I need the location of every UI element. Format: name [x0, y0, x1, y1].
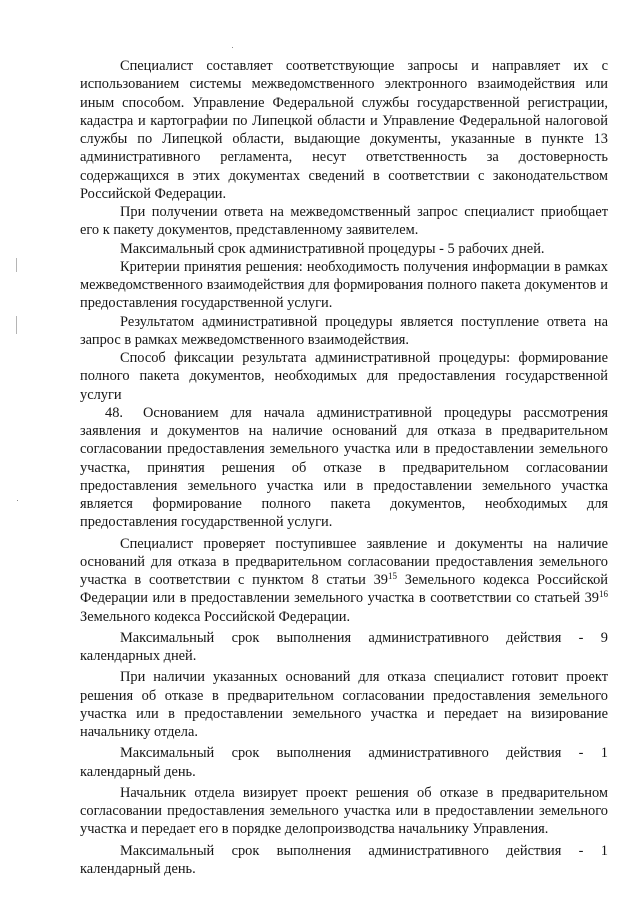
check-text-part-2: Земельного кодекса Российской Федерации или в предоставлении земельного участка в соответствии со статьей 39 [80, 572, 608, 607]
paragraph-head-approval: Начальник отдела визирует проект решения об отказе в предварительном согласовании предоставления земельного участка или в предоставлении земельного участка и передает его в порядке делопроизводства начальнику Управления. [80, 784, 608, 838]
paragraph-item-48 [80, 404, 608, 532]
check-text-part-3: Земельного кодекса Российской Федерации. [80, 608, 351, 625]
scan-speck [16, 316, 17, 334]
scan-speck [17, 500, 18, 501]
paragraph-requests: Специалист составляет соответствующие запросы и направляет их с использованием системы межведомственного электронного взаимодействия или иным способом. Управление Федеральной службы государственной регистрации, кадастра и картографии по Липецкой области и Управление Федеральной налоговой службы по Липецкой области, выдающие документы, указанные в пункте 13 административного регламента, несут ответственность за достоверность содержащихся в этих документах сведений в соответствии с законодательством Российской Федерации. [80, 58, 608, 202]
document-body [80, 57, 608, 878]
superscript-16: 16 [599, 589, 608, 600]
paragraph-draft-refusal: При наличии указанных оснований для отказа специалист готовит проект решения об отказе в предварительном согласовании предоставления земельного участка или в предоставлении земельного участка и передает на визирование начальнику отдела. [80, 669, 608, 740]
paragraph-result-fixation: Способ фиксации результата административной процедуры: формирование полного пакета документов, необходимых для предоставления государственной услуги [80, 350, 608, 403]
paragraph-specialist-check [80, 535, 608, 626]
item-48-text: Основанием для начала административной процедуры рассмотрения заявления и документов на наличие оснований для отказа в предварительном согласовании предоставления земельного участка или в предоставлении земельного участка, принятия решения об отказе в предварительном согласовании предоставления земельного участка или в предоставлении земельного участка является формирование полного пакета документов, необходимых для предоставления государственной услуги. [80, 404, 608, 531]
paragraph-max-term-5-days: Максимальный срок административной процедуры - 5 рабочих дней. [120, 240, 545, 257]
paragraph-response: При получении ответа на межведомственный запрос специалист приобщает его к пакету документов, представленному заявителем. [80, 204, 608, 239]
paragraph-max-term-1-day-b: Максимальный срок выполнения административного действия - 1 календарный день. [80, 842, 608, 877]
paragraph-procedure-result: Результатом административной процедуры является поступление ответа на запрос в рамках межведомственного взаимодействия. [80, 313, 608, 348]
check-text-part-1: Специалист проверяет поступившее заявление и документы на наличие оснований для отказа в предварительном согласовании предоставления земельного участка в соответствии с пунктом 8 статьи 39 [80, 535, 608, 588]
paragraph-max-term-9-days: Максимальный срок выполнения административного действия - 9 календарных дней. [80, 629, 608, 664]
paragraph-max-term-1-day-a: Максимальный срок выполнения административного действия - 1 календарный день. [80, 745, 608, 780]
scan-speck [232, 47, 233, 48]
paragraph-decision-criteria: Критерии принятия решения: необходимость получения информации в рамках межведомственного взаимодействия для формирования полного пакета документов и предоставления государственной услуги. [80, 258, 608, 312]
scan-speck [16, 258, 17, 272]
item-number: 48. [105, 404, 123, 421]
superscript-15: 15 [387, 571, 397, 581]
